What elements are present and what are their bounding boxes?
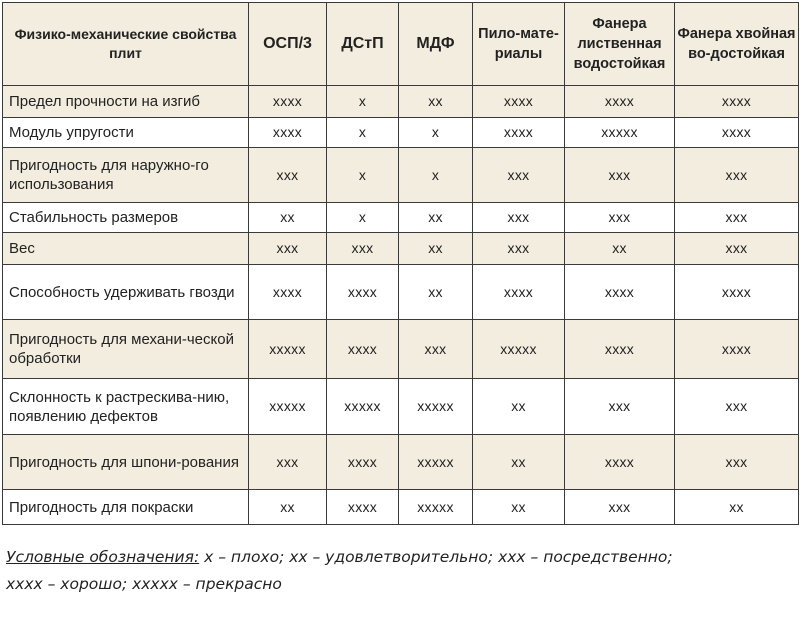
rating-cell: хххх — [675, 265, 799, 320]
rating-cell: хххх — [327, 435, 399, 490]
rating-cell: ххх — [675, 203, 799, 233]
rating-cell: х — [327, 86, 399, 118]
table-row — [3, 320, 799, 379]
row-property-label: Предел прочности на изгиб — [3, 86, 249, 118]
rating-cell: хх — [473, 379, 565, 435]
rating-cell: хх — [399, 265, 473, 320]
rating-cell: хххх — [327, 265, 399, 320]
rating-cell: хх — [399, 203, 473, 233]
rating-cell: ххх — [675, 379, 799, 435]
rating-cell: хххх — [565, 320, 675, 379]
table-body — [3, 86, 799, 525]
table-row — [3, 379, 799, 435]
header-plywood-hardwood: Фанера лиственная водостойкая — [565, 3, 675, 86]
row-property-label: Вес — [3, 233, 249, 265]
rating-cell: хх — [473, 490, 565, 525]
rating-cell: ххх — [249, 435, 327, 490]
rating-cell: хххх — [565, 265, 675, 320]
rating-cell: ххххх — [249, 379, 327, 435]
header-row — [3, 3, 799, 86]
table-row — [3, 203, 799, 233]
rating-cell: ххххх — [565, 118, 675, 148]
rating-cell: хх — [399, 233, 473, 265]
legend — [6, 544, 796, 598]
rating-cell: хх — [249, 490, 327, 525]
rating-cell: хх — [399, 86, 473, 118]
rating-cell: ххххх — [399, 379, 473, 435]
rating-cell: хххх — [327, 320, 399, 379]
table-header — [3, 3, 799, 86]
rating-cell: ххх — [675, 233, 799, 265]
header-lumber: Пило-мате-риалы — [473, 3, 565, 86]
header-osp: ОСП/3 — [249, 3, 327, 86]
rating-cell: хххх — [473, 86, 565, 118]
header-property: Физико-механические свойства плит — [3, 3, 249, 86]
legend-text-1: х – плохо; хх – удовлетворительно; ххх – посредственно; — [204, 548, 673, 566]
rating-cell: хххх — [249, 118, 327, 148]
rating-cell: хххх — [675, 86, 799, 118]
rating-cell: х — [327, 203, 399, 233]
rating-cell: ххх — [473, 148, 565, 203]
rating-cell: х — [399, 118, 473, 148]
rating-cell: ххххх — [399, 435, 473, 490]
rating-cell: х — [399, 148, 473, 203]
rating-cell: хххх — [565, 435, 675, 490]
table-row — [3, 148, 799, 203]
rating-cell: ххх — [675, 435, 799, 490]
row-property-label: Пригодность для покраски — [3, 490, 249, 525]
row-property-label: Пригодность для механи-ческой обработки — [3, 320, 249, 379]
rating-cell: ххххх — [399, 490, 473, 525]
table-row — [3, 265, 799, 320]
row-property-label: Модуль упругости — [3, 118, 249, 148]
table-row — [3, 490, 799, 525]
row-property-label: Склонность к растрескива-нию, появлению дефектов — [3, 379, 249, 435]
rating-cell: хххх — [675, 118, 799, 148]
legend-line-1 — [6, 544, 796, 571]
rating-cell: ххх — [399, 320, 473, 379]
legend-text-2: хххх – хорошо; ххххх – прекрасно — [6, 575, 282, 593]
table-row — [3, 86, 799, 118]
rating-cell: хххх — [565, 86, 675, 118]
rating-cell: ххх — [249, 148, 327, 203]
header-plywood-softwood: Фанера хвойная во-достойкая — [675, 3, 799, 86]
table-row — [3, 233, 799, 265]
rating-cell: х — [327, 118, 399, 148]
legend-title: Условные обозначения: — [6, 548, 200, 566]
rating-cell: ххххх — [473, 320, 565, 379]
rating-cell: хх — [565, 233, 675, 265]
rating-cell: хххх — [473, 118, 565, 148]
rating-cell: хххх — [249, 86, 327, 118]
rating-cell: ххххх — [249, 320, 327, 379]
rating-cell: хххх — [675, 320, 799, 379]
table-row — [3, 118, 799, 148]
rating-cell: ххх — [473, 203, 565, 233]
rating-cell: хх — [675, 490, 799, 525]
rating-cell: ххх — [327, 233, 399, 265]
rating-cell: ххх — [249, 233, 327, 265]
rating-cell: ххх — [565, 490, 675, 525]
row-property-label: Стабильность размеров — [3, 203, 249, 233]
rating-cell: хххх — [473, 265, 565, 320]
rating-cell: хххх — [249, 265, 327, 320]
rating-cell: ххх — [675, 148, 799, 203]
properties-table — [2, 2, 799, 525]
rating-cell: хх — [249, 203, 327, 233]
rating-cell: хххх — [327, 490, 399, 525]
rating-cell: х — [327, 148, 399, 203]
row-property-label: Пригодность для наружно-го использования — [3, 148, 249, 203]
rating-cell: хх — [473, 435, 565, 490]
rating-cell: ххххх — [327, 379, 399, 435]
row-property-label: Пригодность для шпони-рования — [3, 435, 249, 490]
row-property-label: Способность удерживать гвозди — [3, 265, 249, 320]
header-mdf: МДФ — [399, 3, 473, 86]
rating-cell: ххх — [473, 233, 565, 265]
rating-cell: ххх — [565, 148, 675, 203]
header-dstp: ДСтП — [327, 3, 399, 86]
rating-cell: ххх — [565, 203, 675, 233]
table-row — [3, 435, 799, 490]
rating-cell: ххх — [565, 379, 675, 435]
